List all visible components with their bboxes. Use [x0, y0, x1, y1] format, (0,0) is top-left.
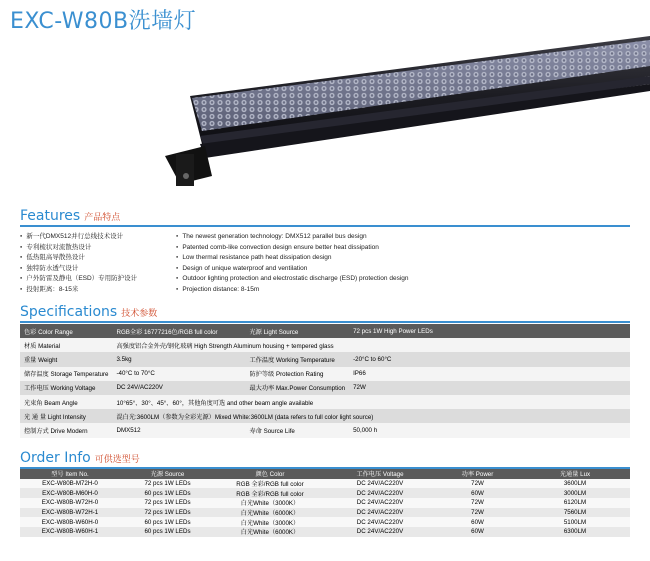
source: 72 pcs 1W LEDs [120, 508, 215, 518]
specs-heading [20, 304, 157, 320]
table-row [20, 517, 630, 527]
spec-value: 混白光:3600LM（参数为全彩光源）Mixed White:3600LM (data refers to full color light source) [112, 409, 630, 423]
features-en-list [176, 232, 409, 295]
lux: 6120LM [520, 498, 630, 508]
spec-label: 光束角 Beam Angle [20, 395, 112, 409]
spec-label: 工作温度 Working Temperature [245, 352, 349, 366]
color: RGB 全彩/RGB full color [215, 479, 325, 489]
lux: 3000LM [520, 488, 630, 498]
voltage: DC 24V/AC220V [325, 498, 435, 508]
list-item: ▪ Patented comb-like convection design ensure better heat dissipation [176, 243, 409, 254]
spec-value: DC 24V/AC220V [112, 381, 245, 395]
list-item: ▪ 低热阻高导散热设计 [20, 253, 137, 264]
voltage: DC 24V/AC220V [325, 508, 435, 518]
source: 72 pcs 1W LEDs [120, 498, 215, 508]
lux: 7560LM [520, 508, 630, 518]
order-table [20, 469, 630, 537]
list-item: ▪ 专利梳状对流散热设计 [20, 243, 137, 254]
lux: 3600LM [520, 479, 630, 489]
item-no: EXC-W80B-M72H-0 [20, 479, 120, 489]
specs-divider [20, 321, 630, 323]
spec-value: 72 pcs 1W High Power LEDs [349, 324, 630, 338]
spec-label: 寿命 Source Life [245, 423, 349, 437]
spec-value: DMX512 [112, 423, 245, 437]
features-divider [20, 225, 630, 227]
power: 72W [435, 498, 520, 508]
item-no: EXC-W80B-W72H-0 [20, 498, 120, 508]
column-header: 工作电压 Voltage [325, 469, 435, 479]
power: 72W [435, 479, 520, 489]
list-item: ▪ 新一代DMX512并行总线技术设计 [20, 232, 137, 243]
column-header: 颜色 Color [215, 469, 325, 479]
spec-value: 高强度铝合金外壳/钢化玻璃 High Strength Aluminum housing + tempered glass [112, 338, 630, 352]
order-heading [20, 450, 140, 466]
spec-label: 控制方式 Drive Modern [20, 423, 112, 437]
voltage: DC 24V/AC220V [325, 479, 435, 489]
list-item: ▪ Projection distance: 8-15m [176, 285, 409, 296]
voltage: DC 24V/AC220V [325, 488, 435, 498]
lux: 6300LM [520, 527, 630, 537]
power: 60W [435, 517, 520, 527]
spec-label: 光 通 量 Light Intensity [20, 409, 112, 423]
power: 60W [435, 527, 520, 537]
table-row [20, 488, 630, 498]
list-item: ▪ 投射距离：8-15米 [20, 285, 137, 296]
voltage: DC 24V/AC220V [325, 517, 435, 527]
list-item: ▪ 独特防水透气设计 [20, 264, 137, 275]
list-item: ▪ Outdoor lighting protection and electrostatic discharge (ESD) protection design [176, 274, 409, 285]
power: 72W [435, 508, 520, 518]
features-cn-list [20, 232, 137, 295]
item-no: EXC-W80B-W60H-1 [20, 527, 120, 537]
table-row [20, 479, 630, 489]
source: 72 pcs 1W LEDs [120, 479, 215, 489]
source: 60 pcs 1W LEDs [120, 517, 215, 527]
table-row [20, 409, 630, 423]
list-item: ▪ The newest generation technology: DMX512 parallel bus design [176, 232, 409, 243]
item-no: EXC-W80B-M60H-0 [20, 488, 120, 498]
column-header: 型号 Item No. [20, 469, 120, 479]
color: 白光White（3000K） [215, 498, 325, 508]
spec-value: IP66 [349, 367, 630, 381]
color: 白光White（3000K） [215, 517, 325, 527]
product-image [0, 36, 650, 206]
features-subtitle: 产品特点 [84, 213, 121, 223]
spec-value: 72W [349, 381, 630, 395]
spec-value: 10°65°、30°、45°、60°，其他角度可选 and other beam angle available [112, 395, 630, 409]
order-title: Order Info [20, 450, 91, 466]
features-heading [20, 208, 120, 224]
voltage: DC 24V/AC220V [325, 527, 435, 537]
column-header: 功率 Power [435, 469, 520, 479]
spec-value: -40°C to 70°C [112, 367, 245, 381]
specs-table [20, 324, 630, 438]
table-row [20, 352, 630, 366]
table-row [20, 498, 630, 508]
order-subtitle: 可供选型号 [94, 455, 140, 465]
spec-value: RGB全彩 16777216色/RGB full color [112, 324, 245, 338]
specs-subtitle: 技术参数 [121, 309, 158, 319]
color: 白光White（6000K） [215, 527, 325, 537]
lux: 5100LM [520, 517, 630, 527]
table-row [20, 367, 630, 381]
page-title: EXC-W80B洗墙灯 [10, 9, 197, 34]
source: 60 pcs 1W LEDs [120, 488, 215, 498]
table-header-row [20, 469, 630, 479]
list-item: ▪ 户外防雷及静电（ESD）专用防护设计 [20, 274, 137, 285]
spec-label: 防护等级 Protection Rating [245, 367, 349, 381]
item-no: EXC-W80B-W72H-1 [20, 508, 120, 518]
spec-label: 储存温度 Storage Temperature [20, 367, 112, 381]
spec-label: 色彩 Color Range [20, 324, 112, 338]
list-item: ▪ Design of unique waterproof and ventilation [176, 264, 409, 275]
table-row [20, 395, 630, 409]
spec-label: 工作电压 Working Voltage [20, 381, 112, 395]
specs-title: Specifications [20, 304, 118, 320]
table-row [20, 508, 630, 518]
column-header: 光源 Source [120, 469, 215, 479]
spec-label: 最大功率 Max.Power Consumption [245, 381, 349, 395]
spec-label: 材质 Material [20, 338, 112, 352]
column-header: 光通量 Lux [520, 469, 630, 479]
features-title: Features [20, 208, 81, 224]
source: 60 pcs 1W LEDs [120, 527, 215, 537]
table-row [20, 423, 630, 437]
table-row [20, 527, 630, 537]
spec-label: 重量 Weight [20, 352, 112, 366]
table-row [20, 324, 630, 338]
spec-value: 3.5kg [112, 352, 245, 366]
power: 60W [435, 488, 520, 498]
color: 白光White（6000K） [215, 508, 325, 518]
spec-value: 50,000 h [349, 423, 630, 437]
table-row [20, 381, 630, 395]
item-no: EXC-W80B-W60H-0 [20, 517, 120, 527]
color: RGB 全彩/RGB full color [215, 488, 325, 498]
table-row [20, 338, 630, 352]
spec-value: -20°C to 60°C [349, 352, 630, 366]
list-item: ▪ Low thermal resistance path heat dissipation design [176, 253, 409, 264]
spec-label: 光源 Light Source [245, 324, 349, 338]
